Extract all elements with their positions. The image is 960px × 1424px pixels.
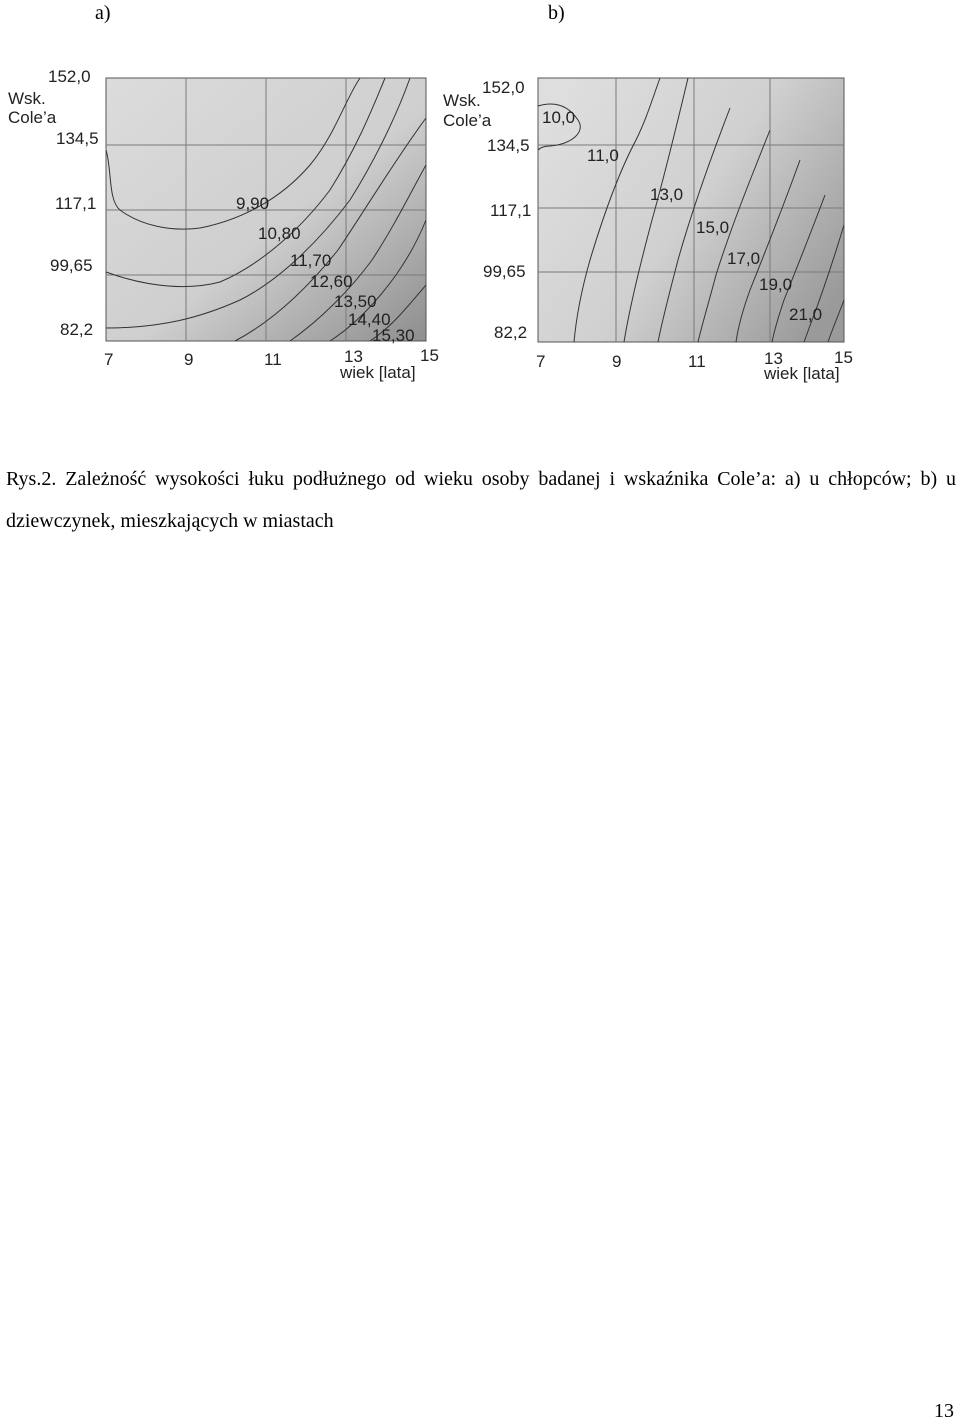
- contour-label-b-6: 21,0: [789, 305, 823, 324]
- ylabel-b-line1: Wsk.: [443, 91, 481, 110]
- y-tick-b-1: 134,5: [487, 136, 530, 155]
- contour-label-a-1: 10,80: [258, 224, 301, 243]
- panel-tag-a: a): [95, 2, 111, 24]
- caption-label: Rys.2.: [6, 468, 57, 490]
- y-tick-a-0: 152,0: [48, 67, 91, 86]
- x-tick-b-3: 13: [764, 349, 783, 368]
- y-tick-b-4: 82,2: [494, 323, 528, 342]
- contour-label-b-1: 11,0: [587, 146, 619, 165]
- xlabel-b: wiek [lata]: [764, 364, 840, 383]
- contour-label-a-6: 15,30: [372, 326, 415, 345]
- contour-label-a-3: 12,60: [310, 272, 353, 291]
- x-tick-a-4: 15: [420, 346, 439, 365]
- contour-label-b-0: 10,0: [542, 108, 576, 127]
- contour-label-b-2: 13,0: [650, 185, 684, 204]
- y-tick-a-3: 99,65: [50, 256, 93, 275]
- ylabel-a-line1: Wsk.: [8, 89, 46, 108]
- contour-label-b-3: 15,0: [696, 218, 730, 237]
- contour-label-b-4: 17,0: [727, 249, 761, 268]
- figure-caption: [6, 458, 956, 542]
- y-tick-a-4: 82,2: [60, 320, 94, 339]
- x-tick-a-3: 13: [344, 347, 363, 366]
- x-tick-a-2: 11: [264, 350, 282, 369]
- x-tick-a-0: 7: [104, 350, 114, 369]
- panel-tag-b: b): [548, 2, 565, 24]
- page-number: 13: [934, 1400, 954, 1422]
- contour-label-a-2: 11,70: [290, 251, 332, 270]
- y-tick-b-3: 99,65: [483, 262, 526, 281]
- y-tick-b-0: 152,0: [482, 78, 525, 97]
- ylabel-b-line2: Cole’a: [443, 111, 492, 130]
- xlabel-a: wiek [lata]: [340, 363, 416, 382]
- x-tick-b-4: 15: [834, 348, 853, 367]
- x-tick-b-0: 7: [536, 352, 546, 371]
- contour-chart-b: [440, 60, 920, 390]
- y-tick-a-2: 117,1: [55, 194, 97, 213]
- x-tick-a-1: 9: [184, 350, 194, 369]
- x-tick-b-1: 9: [612, 352, 622, 371]
- caption-text: Zależność wysokości łuku podłużnego od wieku osoby badanej i wskaźnika Cole’a: a) u chłopców; b) u dziewczynek, mieszkających w miastach: [6, 468, 956, 532]
- contour-label-a-0: 9,90: [236, 194, 270, 213]
- contour-label-a-5: 14,40: [348, 310, 391, 329]
- contour-label-a-4: 13,50: [334, 292, 377, 311]
- contour-chart-a: [0, 60, 450, 390]
- plot-area-b: [538, 78, 844, 342]
- y-tick-b-2: 117,1: [490, 201, 532, 220]
- ylabel-a-line2: Cole’a: [8, 108, 57, 127]
- x-tick-b-2: 11: [688, 352, 706, 371]
- contour-label-b-5: 19,0: [759, 275, 793, 294]
- y-tick-a-1: 134,5: [56, 129, 99, 148]
